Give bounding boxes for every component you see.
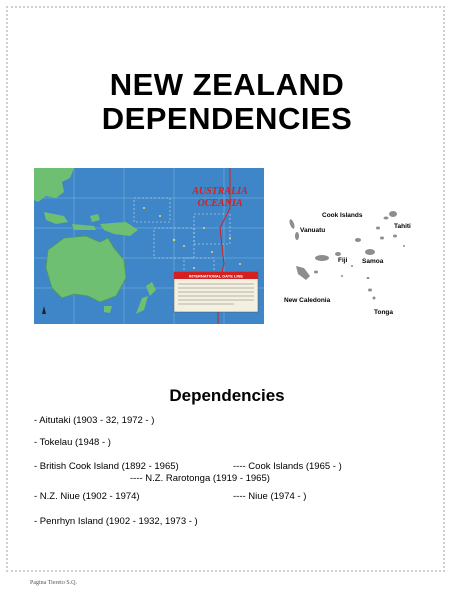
samoa-label: Samoa [362,258,384,265]
list-item-penrhyn: - Penrhyn Island (1902 - 1932, 1973 - ) [34,516,198,527]
australia-label: AUSTRALIA [192,186,248,197]
list-item-aitutaki: - Aitutaki (1903 - 32, 1972 - ) [34,415,155,426]
date-line-title: INTERNATIONAL DATE LINE [188,273,244,279]
island-shapes [288,211,405,300]
list-item-niue: ---- Niue (1974 - ) [233,491,307,502]
dependencies-heading: Dependencies [169,386,285,405]
tahiti-label: Tahiti [394,223,411,230]
list-item-nz-niue: - N.Z. Niue (1902 - 1974) [34,491,140,502]
south-pacific-map [282,206,418,324]
list-item-tokelau: - Tokelau (1948 - ) [34,437,111,448]
page-title-line2: DEPENDENCIES [101,101,353,136]
vanuatu-label: Vanuatu [300,227,326,234]
oceania-map [34,168,264,324]
list-item-rarotonga: ---- N.Z. Rarotonga (1919 - 1965) [130,473,270,484]
cook-islands-label: Cook Islands [322,212,363,219]
tonga-label: Tonga [374,309,394,316]
new-caledonia-label: New Caledonia [284,297,331,304]
footer-note: Pagina Tiereto S.Q. [30,580,78,586]
page-title-line1: NEW ZEALAND [109,67,345,102]
fiji-label: Fiji [338,257,348,264]
list-item-british-cook: - British Cook Island (1892 - 1965) [34,461,179,472]
list-item-cook-islands: ---- Cook Islands (1965 - ) [233,461,342,472]
oceania-label: OCEANIA [197,198,243,209]
